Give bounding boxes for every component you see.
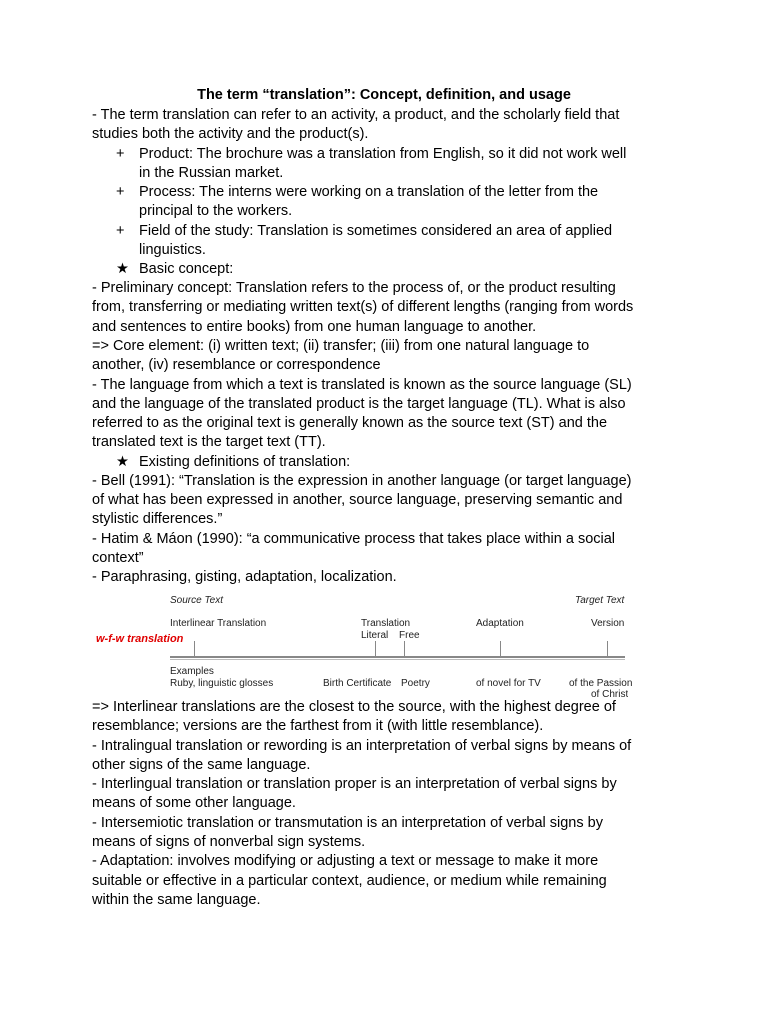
body-line: means of some other language. bbox=[92, 795, 296, 811]
figure-target-text-label: Target Text bbox=[575, 595, 625, 606]
concept-line: translated text is the target text (TT). bbox=[92, 434, 326, 450]
figure-tick-adaptation bbox=[500, 641, 501, 657]
concept-line: - Preliminary concept: Translation refers to the process of, or the product resulting bbox=[92, 280, 616, 296]
plus-bullet: + bbox=[116, 146, 125, 162]
body-line: resemblance; versions are the farthest from it (with little resemblance). bbox=[92, 718, 544, 734]
figure-tick-interlinear bbox=[194, 641, 195, 657]
body-line: - Intralingual translation or rewording is an interpretation of verbal signs by means of bbox=[92, 738, 632, 754]
body-line: suitable or effective in a particular context, audience, or medium while remaining bbox=[92, 873, 607, 889]
figure-tick-free bbox=[404, 641, 405, 657]
figure-example-ruby: Ruby, linguistic glosses bbox=[170, 678, 274, 689]
figure-source-text-label: Source Text bbox=[170, 595, 223, 606]
figure-axis-line bbox=[170, 656, 625, 658]
concept-line: => Core element: (i) written text; (ii) transfer; (iii) from one natural language to bbox=[92, 338, 590, 354]
figure-axis-shadow bbox=[170, 659, 625, 660]
plus-item-process-line-2: principal to the workers. bbox=[139, 203, 293, 219]
body-line: - Intersemiotic translation or transmutation is an interpretation of verbal signs by bbox=[92, 815, 603, 831]
figure-interlinear-label: Interlinear Translation bbox=[170, 618, 267, 629]
body-line: means of signs of nonverbal sign systems. bbox=[92, 834, 366, 850]
concept-line: and the language of the translated product is the target language (TL). What is also bbox=[92, 396, 626, 412]
definition-line: - Bell (1991): “Translation is the expression in another language (or target language) bbox=[92, 473, 632, 489]
figure-translation-label: Translation bbox=[361, 618, 411, 629]
star-bullet-icon: ★ bbox=[116, 261, 129, 277]
figure-wfw-label: w-f-w translation bbox=[96, 633, 184, 645]
intro-line-1: - The term translation can refer to an activity, a product, and the scholarly field that bbox=[92, 107, 620, 123]
plus-item-product-line-2: in the Russian market. bbox=[139, 165, 284, 181]
figure-literal-label: Literal bbox=[361, 630, 389, 641]
figure-tick-version bbox=[607, 641, 608, 657]
plus-item-field-line-1: Field of the study: Translation is sometimes considered an area of applied bbox=[139, 223, 613, 239]
figure-examples-label: Examples bbox=[170, 666, 214, 677]
body-line: - Adaptation: involves modifying or adjusting a text or message to make it more bbox=[92, 853, 599, 869]
figure-free-label: Free bbox=[399, 630, 420, 641]
concept-line: and sentences to entire books) from one human language to another. bbox=[92, 319, 537, 335]
concept-line: from, transferring or mediating written text(s) of different lengths (ranging from words bbox=[92, 299, 634, 315]
definition-line: - Paraphrasing, gisting, adaptation, localization. bbox=[92, 569, 397, 585]
star-bullet-icon: ★ bbox=[116, 454, 129, 470]
concept-line: referred to as the original text is generally known as the source text (ST) and the bbox=[92, 415, 608, 431]
body-line: - Interlingual translation or translation proper is an interpretation of verbal signs by bbox=[92, 776, 617, 792]
concept-line: - The language from which a text is translated is known as the source language (SL) bbox=[92, 377, 632, 393]
plus-item-product-line-1: Product: The brochure was a translation from English, so it did not work well bbox=[139, 146, 627, 162]
figure-tick-literal bbox=[375, 641, 376, 657]
figure-version-label: Version bbox=[591, 618, 625, 629]
existing-definitions-heading: Existing definitions of translation: bbox=[139, 454, 351, 470]
basic-concept-heading: Basic concept: bbox=[139, 261, 234, 277]
body-line: => Interlinear translations are the closest to the source, with the highest degree of bbox=[92, 699, 616, 715]
figure-adaptation-label: Adaptation bbox=[476, 618, 524, 629]
figure-example-poetry: Poetry bbox=[401, 678, 430, 689]
definition-line: - Hatim & Máon (1990): “a communicative process that takes place within a social bbox=[92, 531, 616, 547]
plus-bullet: + bbox=[116, 223, 125, 239]
figure-example-birth-certificate: Birth Certificate bbox=[323, 678, 392, 689]
figure-example-passion-2: of Christ bbox=[591, 689, 629, 697]
definition-line: context” bbox=[92, 550, 144, 566]
plus-item-field-line-2: linguistics. bbox=[139, 242, 206, 258]
plus-bullet: + bbox=[116, 184, 125, 200]
body-line: within the same language. bbox=[92, 892, 261, 908]
plus-item-process-line-1: Process: The interns were working on a translation of the letter from the bbox=[139, 184, 599, 200]
document-title: The term “translation”: Concept, definition, and usage bbox=[197, 87, 571, 103]
figure-example-passion-1: of the Passion bbox=[569, 678, 633, 689]
body-line: other signs of the same language. bbox=[92, 757, 311, 773]
concept-line: another, (iv) resemblance or correspondence bbox=[92, 357, 381, 373]
figure-example-novel: of novel for TV bbox=[476, 678, 541, 689]
intro-line-2: studies both the activity and the product(s). bbox=[92, 126, 369, 142]
definition-line: stylistic differences.” bbox=[92, 511, 223, 527]
definition-line: of what has been expressed in another, source language, preserving semantic and bbox=[92, 492, 623, 508]
